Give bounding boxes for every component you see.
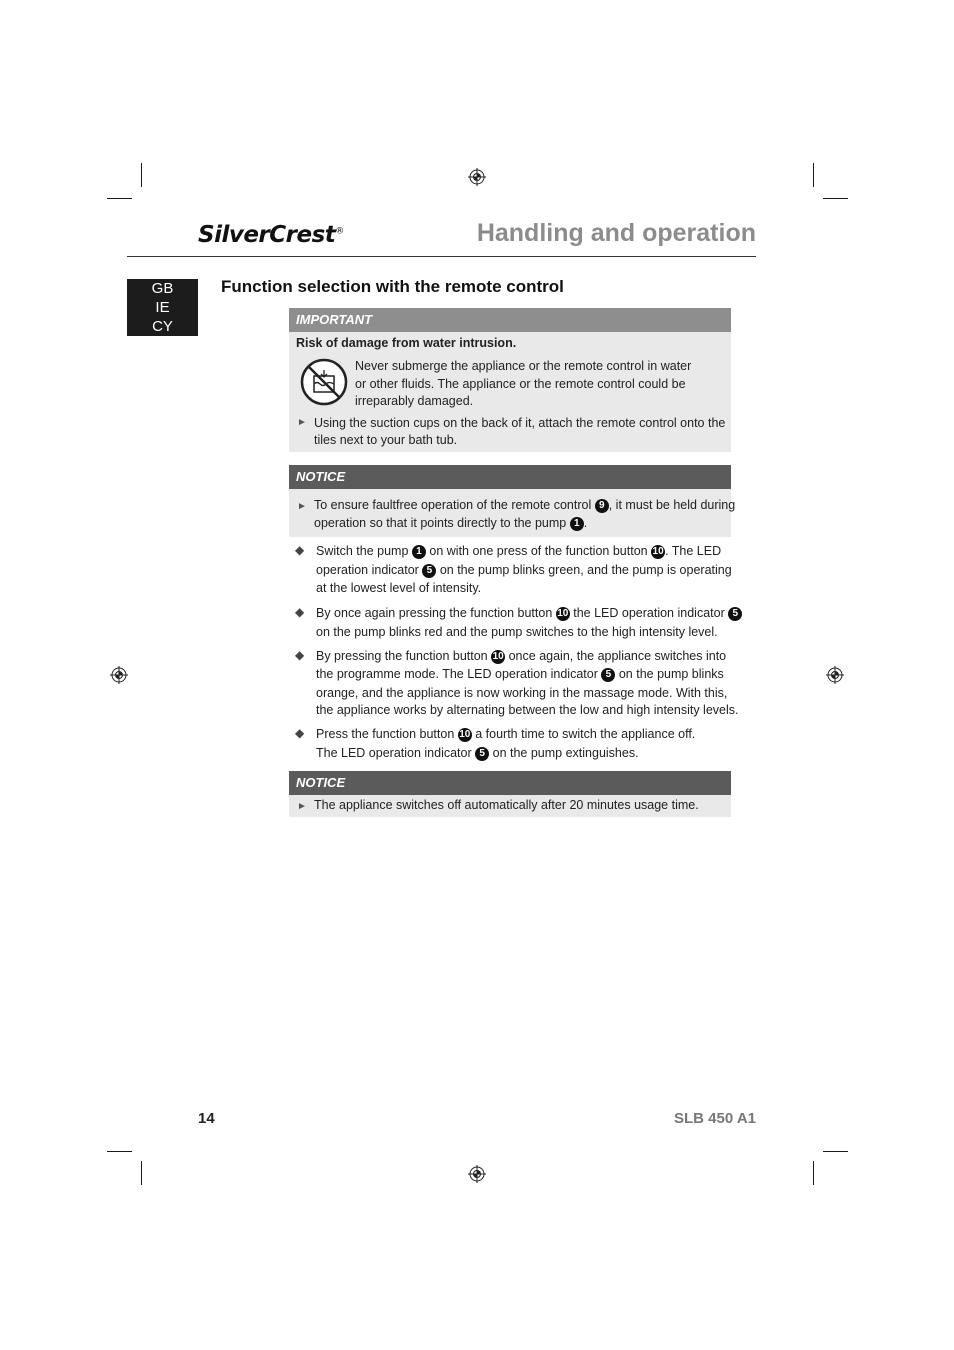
reference-number: 5 <box>475 747 489 761</box>
text-fragment: By once again pressing the function button <box>316 606 553 620</box>
reference-number: 10 <box>459 729 471 740</box>
registration-mark-icon <box>826 666 844 684</box>
bullet-line: tiles next to your bath tub. <box>314 433 458 447</box>
important-label: IMPORTANT <box>296 312 373 327</box>
reference-number: 10 <box>652 546 664 557</box>
brand-text: SilverCrest <box>198 222 336 248</box>
text-fragment: . The LED <box>665 544 722 558</box>
text-fragment: once again, the appliance switches into <box>508 649 727 663</box>
notice-line <box>314 515 587 533</box>
step-line: on the pump blinks red and the pump switches to the high intensity level. <box>316 625 718 639</box>
bullet-diamond-icon: ◆ <box>295 605 305 619</box>
no-submerge-icon <box>300 358 348 406</box>
registration-mark-icon <box>468 1165 486 1183</box>
step-line <box>316 726 695 744</box>
reference-number: 1 <box>412 545 426 559</box>
bullet-line: Using the suction cups on the back of it, attach the remote control onto the <box>314 416 726 430</box>
text-fragment: on the pump extinguishes. <box>492 746 639 760</box>
text-fragment: operation indicator <box>316 563 419 577</box>
text-fragment: By pressing the function button <box>316 649 488 663</box>
page-number: 14 <box>198 1110 215 1127</box>
crop-mark <box>823 1151 848 1152</box>
reference-number: 1 <box>570 517 584 531</box>
important-header <box>289 308 731 332</box>
step-line <box>316 605 742 623</box>
notice-box <box>289 795 731 817</box>
crop-mark <box>107 198 132 199</box>
text-fragment: on the pump blinks <box>618 667 724 681</box>
crop-mark <box>107 1151 132 1152</box>
warning-line: Never submerge the appliance or the remote control in water <box>355 359 692 373</box>
text-fragment: To ensure faultfree operation of the remote control <box>314 498 592 512</box>
language-code: IE <box>155 299 170 316</box>
text-fragment: The LED operation indicator <box>316 746 472 760</box>
trademark: ® <box>335 226 344 237</box>
reference-number: 5 <box>728 607 742 621</box>
text-fragment: the programme mode. The LED operation indicator <box>316 667 598 681</box>
section-title: Function selection with the remote control <box>221 277 564 296</box>
header-rule <box>127 256 756 257</box>
text-fragment: , it must be held during <box>608 498 736 512</box>
text-fragment: the LED operation indicator <box>573 606 725 620</box>
notice-header <box>289 465 731 489</box>
warning-line: irreparably damaged. <box>355 394 474 408</box>
notice-box <box>289 489 736 537</box>
reference-number: 9 <box>595 499 609 513</box>
bullet-diamond-icon: ◆ <box>295 543 305 557</box>
language-tab <box>127 279 198 336</box>
bullet-arrow-icon: ► <box>297 801 307 812</box>
notice-header <box>289 771 731 795</box>
bullet-diamond-icon: ◆ <box>295 648 305 662</box>
language-code: GB <box>151 280 174 297</box>
language-code: CY <box>152 318 173 335</box>
important-box <box>289 332 731 452</box>
crop-mark <box>823 198 848 199</box>
text-fragment: Switch the pump <box>316 544 409 558</box>
crop-mark <box>141 1161 142 1185</box>
text-fragment: Press the function button <box>316 727 455 741</box>
bullet-arrow-icon: ► <box>297 417 307 428</box>
notice-label: NOTICE <box>296 775 346 790</box>
text-fragment: on the pump blinks green, and the pump is operating <box>439 563 732 577</box>
bullet-arrow-icon: ► <box>297 501 307 512</box>
brand-logo <box>198 222 344 248</box>
reference-number: 10 <box>557 608 569 619</box>
reference-number: 5 <box>601 668 615 682</box>
notice-line <box>314 497 735 515</box>
crop-mark <box>813 163 814 187</box>
crop-mark <box>813 1161 814 1185</box>
bullet-diamond-icon: ◆ <box>295 726 305 740</box>
step-line <box>316 648 726 666</box>
step-line: the appliance works by alternating between the low and high intensity levels. <box>316 703 739 717</box>
text-fragment: a fourth time to switch the appliance off. <box>475 727 696 741</box>
step-line <box>316 745 639 763</box>
page-title: Handling and operation <box>476 219 756 247</box>
model-number: SLB 450 A1 <box>674 1110 756 1127</box>
step-line: at the lowest level of intensity. <box>316 581 482 595</box>
text-fragment: operation so that it points directly to the pump <box>314 516 567 530</box>
step-line: orange, and the appliance is now working in the massage mode. With this, <box>316 686 728 700</box>
text-fragment: . <box>583 516 588 530</box>
important-heading: Risk of damage from water intrusion. <box>296 336 517 350</box>
step-line <box>316 666 724 684</box>
reference-number: 10 <box>492 651 504 662</box>
step-line <box>316 543 721 561</box>
step-line <box>316 562 732 580</box>
text-fragment: on with one press of the function button <box>429 544 648 558</box>
crop-mark <box>141 163 142 187</box>
notice-line: The appliance switches off automatically after 20 minutes usage time. <box>314 798 699 812</box>
registration-mark-icon <box>110 666 128 684</box>
notice-label: NOTICE <box>296 469 346 484</box>
warning-line: or other fluids. The appliance or the remote control could be <box>355 377 686 391</box>
registration-mark-icon <box>468 168 486 186</box>
reference-number: 5 <box>422 564 436 578</box>
